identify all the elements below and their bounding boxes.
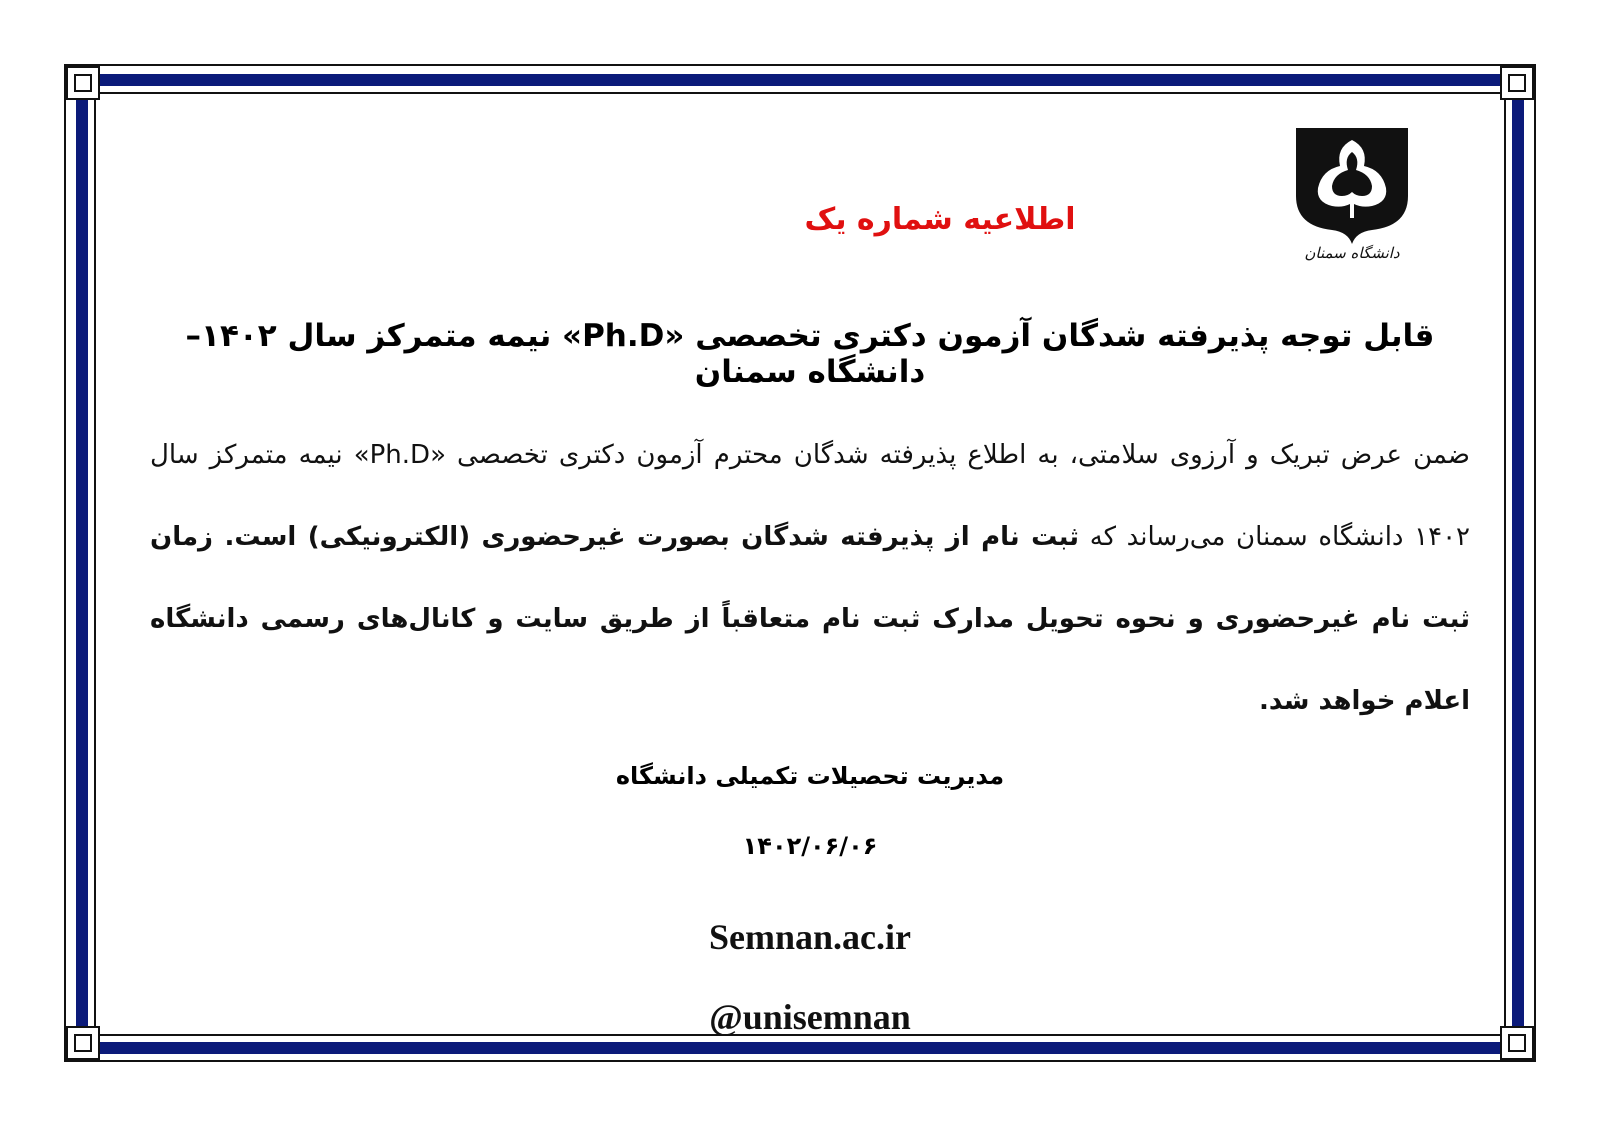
social-handle[interactable]: @unisemnan [709, 997, 911, 1037]
announcement-title: اطلاعیه شماره یک [804, 202, 1076, 237]
body-text-regular: ضمن عرض تبریک و آرزوی سلامتی، به اطلاع پذیرفته شدگان محترم آزمون دکتری تخصصی «Ph.D» نیمه متمرکز سال ۱۴۰۲ دانشگاه سمنان می‌رساند که [150, 440, 1471, 552]
signature: مدیریت تحصیلات تکمیلی دانشگاه [615, 762, 1005, 790]
frame-corner-bottom-left [66, 1026, 100, 1060]
body-text-bold: ثبت نام از پذیرفته شدگان بصورت غیرحضوری (الکترونیکی) است. زمان ثبت نام غیرحضوری و نحوه تحویل مدارک ثبت نام متعاقباً از طریق سایت و کانال‌های رسمی دانشگاه اعلام خواهد شد. [150, 522, 1470, 716]
announcement-date: ۱۴۰۲/۰۶/۰۶ [742, 832, 878, 860]
frame-corner-top-right [1500, 66, 1534, 100]
announcement-body [150, 414, 1470, 742]
frame-corner-top-left [66, 66, 100, 100]
frame-corner-bottom-right [1500, 1026, 1534, 1060]
announcement-content [150, 190, 1470, 1046]
website-link[interactable]: Semnan.ac.ir [709, 917, 911, 957]
announcement-heading: قابل توجه پذیرفته شدگان آزمون دکتری تخصصی «Ph.D» نیمه متمرکز سال ۱۴۰۲– دانشگاه سمنان [185, 318, 1435, 390]
logo-caption: دانشگاه سمنان [1304, 244, 1400, 262]
